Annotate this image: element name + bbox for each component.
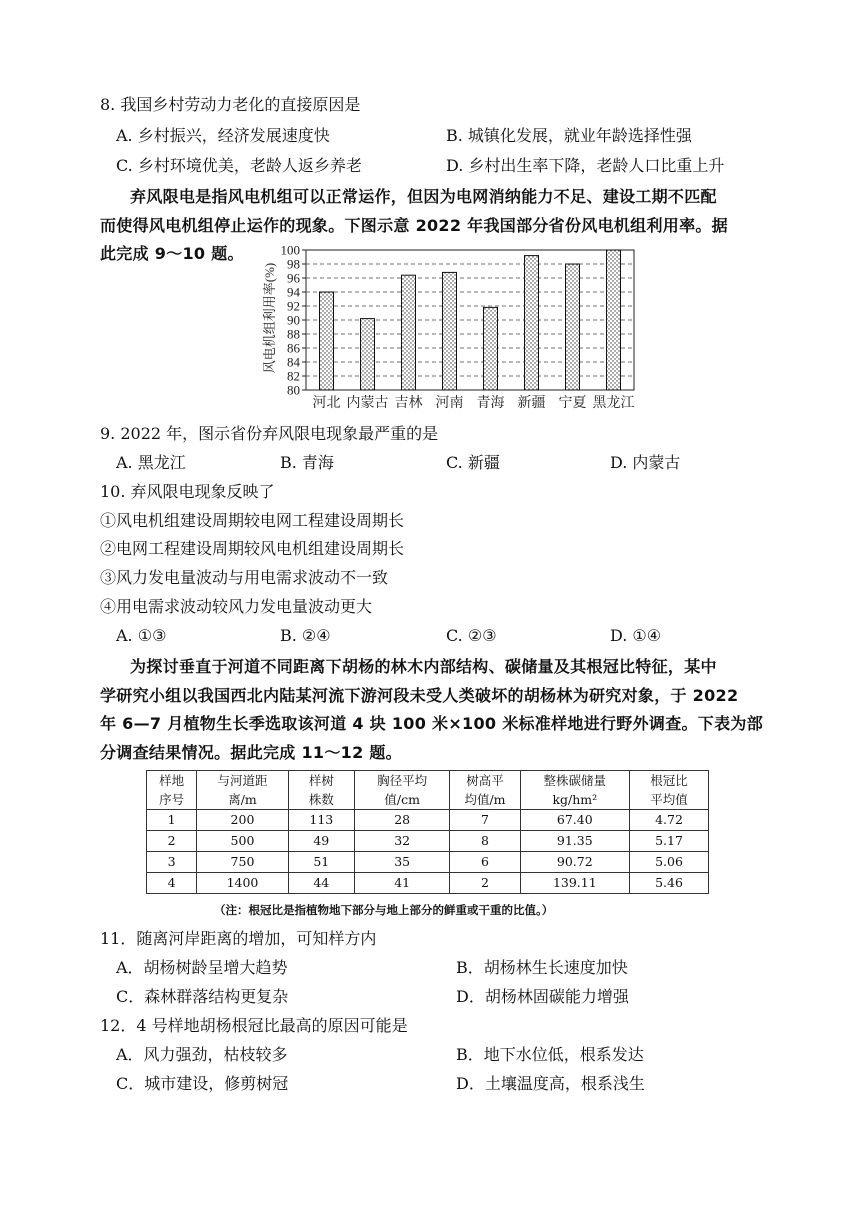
q11-option-a: A．胡杨树龄呈增大趋势	[116, 958, 288, 977]
q12-option-c: C．城市建设，修剪树冠	[116, 1074, 289, 1093]
passage2-line1: 为探讨垂直于河道不同距离下胡杨的林木内部结构、碳储量及其根冠比特征，某中	[130, 657, 717, 676]
table-cell: 4.72	[630, 810, 709, 831]
q8-option-c: C. 乡村环境优美，老龄人返乡养老	[116, 156, 362, 175]
q10-stem: 10. 弃风限电现象反映了	[100, 482, 275, 501]
chart-bar	[361, 319, 375, 390]
chart-ytick-label: 82	[287, 368, 300, 384]
table-header-cell: 胸径平均	[354, 771, 450, 791]
chart-xtick-label: 宁夏	[558, 396, 587, 411]
chart-ytick-label: 94	[287, 284, 300, 300]
table-cell: 7	[450, 810, 520, 831]
table-cell: 41	[354, 873, 450, 894]
table-header-cell: 与河道距	[197, 771, 289, 791]
table-header-cell: 平均值	[630, 790, 709, 810]
chart-bar	[443, 272, 457, 390]
table-cell: 3	[147, 852, 197, 873]
chart-ytick-label: 88	[287, 326, 300, 342]
chart-xtick-label: 河南	[435, 396, 464, 411]
chart-bar	[525, 256, 539, 390]
q10-item-2: ②电网工程建设周期较风电机组建设周期长	[100, 539, 405, 558]
table-header-row-2	[147, 790, 709, 810]
q8-stem: 8. 我国乡村劳动力老化的直接原因是	[100, 95, 361, 114]
table-cell: 5.17	[630, 831, 709, 852]
chart-ytick-label: 98	[287, 256, 300, 272]
table-row	[147, 810, 709, 831]
chart-xtick-label: 新疆	[517, 396, 546, 411]
table-cell: 2	[147, 831, 197, 852]
passage2-line2: 学研究小组以我国西北内陆某河流下游河段未受人类破坏的胡杨林为研究对象，于 2022	[100, 686, 739, 705]
passage2-line3: 年 6—7 月植物生长季选取该河道 4 块 100 米×100 米标准样地进行野外调查。下表为部	[100, 714, 763, 733]
table-cell: 200	[197, 810, 289, 831]
q9-option-d: D. 内蒙古	[610, 453, 681, 472]
survey-results-table	[146, 770, 709, 894]
q8-option-d: D. 乡村出生率下降，老龄人口比重上升	[446, 156, 725, 175]
passage1-line1: 弃风限电是指风电机组可以正常运作，但因为电网消纳能力不足、建设工期不匹配	[130, 187, 717, 206]
table-cell: 6	[450, 852, 520, 873]
chart-bar	[607, 250, 621, 390]
q9-option-b: B. 青海	[280, 453, 334, 472]
passage1-line3: 此完成 9～10 题。	[100, 244, 244, 263]
table-header-cell: 值/cm	[354, 790, 450, 810]
chart-ylabel: 风电机组利用率(%)	[262, 262, 277, 374]
q9-option-c: C. 新疆	[446, 453, 500, 472]
chart-ytick-label: 92	[287, 298, 300, 314]
wind-utilization-bar-chart	[258, 242, 638, 414]
chart-xtick-label: 内蒙古	[346, 396, 389, 411]
table-cell: 139.11	[520, 873, 630, 894]
chart-ytick-label: 100	[280, 242, 300, 258]
q9-option-a: A. 黑龙江	[116, 453, 186, 472]
q10-item-3: ③风力发电量波动与用电需求波动不一致	[100, 568, 389, 587]
q12-option-b: B．地下水位低，根系发达	[456, 1045, 644, 1064]
q11-option-c: C．森林群落结构更复杂	[116, 987, 289, 1006]
table-cell: 44	[288, 873, 354, 894]
table-cell: 5.46	[630, 873, 709, 894]
table-cell: 91.35	[520, 831, 630, 852]
chart-ytick-label: 80	[287, 382, 300, 398]
table-header-cell: 样地	[147, 771, 197, 791]
table-cell: 90.72	[520, 852, 630, 873]
table-row	[147, 852, 709, 873]
q11-option-b: B．胡杨林生长速度加快	[456, 958, 628, 977]
table-cell: 500	[197, 831, 289, 852]
table-cell: 28	[354, 810, 450, 831]
chart-ytick-label: 84	[287, 354, 300, 370]
chart-xtick-label: 青海	[476, 396, 505, 411]
chart-bar	[320, 292, 334, 390]
q12-option-d: D．土壤温度高，根系浅生	[456, 1074, 645, 1093]
table-cell: 4	[147, 873, 197, 894]
table-cell: 5.06	[630, 852, 709, 873]
table-header-cell: kg/hm²	[520, 790, 630, 810]
q10-option-c: C. ②③	[446, 626, 497, 645]
table-header-cell: 样树	[288, 771, 354, 791]
table-header-cell: 序号	[147, 790, 197, 810]
table-header-cell: 树高平	[450, 771, 520, 791]
q10-item-1: ①风电机组建设周期较电网工程建设周期长	[100, 511, 405, 530]
table-cell: 2	[450, 873, 520, 894]
passage2-line4: 分调查结果情况。据此完成 11～12 题。	[100, 743, 402, 762]
table-header-cell: 株数	[288, 790, 354, 810]
q11-stem: 11．随离河岸距离的增加，可知样方内	[100, 929, 377, 948]
chart-bar	[484, 307, 498, 390]
q12-stem: 12．4 号样地胡杨根冠比最高的原因可能是	[100, 1016, 408, 1035]
table-cell: 35	[354, 852, 450, 873]
table-cell: 32	[354, 831, 450, 852]
q10-item-4: ④用电需求波动较风力发电量波动更大	[100, 597, 373, 616]
chart-ytick-label: 86	[287, 340, 300, 356]
chart-xtick-label: 河北	[312, 396, 341, 411]
table-header-row-1	[147, 771, 709, 791]
chart-xtick-label: 黑龙江	[592, 396, 635, 411]
passage1-line2: 而使得风电机组停止运作的现象。下图示意 2022 年我国部分省份风电机组利用率。据	[100, 216, 728, 235]
q10-option-d: D. ①④	[610, 626, 662, 645]
table-cell: 49	[288, 831, 354, 852]
q8-option-a: A. 乡村振兴，经济发展速度快	[116, 126, 330, 145]
chart-bar	[402, 275, 416, 390]
table-header-cell: 离/m	[197, 790, 289, 810]
q9-stem: 9. 2022 年，图示省份弃风限电现象最严重的是	[100, 424, 439, 443]
q8-option-b: B. 城镇化发展，就业年龄选择性强	[446, 126, 692, 145]
q10-option-a: A. ①③	[116, 626, 167, 645]
chart-ytick-label: 96	[287, 270, 300, 286]
table-cell: 113	[288, 810, 354, 831]
chart-bar	[566, 264, 580, 390]
table-cell: 1400	[197, 873, 289, 894]
table-cell: 750	[197, 852, 289, 873]
table-cell: 1	[147, 810, 197, 831]
table-header-cell: 整株碳储量	[520, 771, 630, 791]
table-row	[147, 873, 709, 894]
table-note: （注：根冠比是指植物地下部分与地上部分的鲜重或干重的比值。）	[214, 903, 554, 917]
table-cell: 8	[450, 831, 520, 852]
chart-ytick-label: 90	[287, 312, 300, 328]
table-row	[147, 831, 709, 852]
table-cell: 51	[288, 852, 354, 873]
q10-option-b: B. ②④	[280, 626, 331, 645]
chart-xtick-label: 吉林	[394, 396, 423, 411]
q11-option-d: D．胡杨林固碳能力增强	[456, 987, 629, 1006]
q12-option-a: A．风力强劲，枯枝较多	[116, 1045, 288, 1064]
table-header-cell: 根冠比	[630, 771, 709, 791]
table-header-cell: 均值/m	[450, 790, 520, 810]
table-cell: 67.40	[520, 810, 630, 831]
